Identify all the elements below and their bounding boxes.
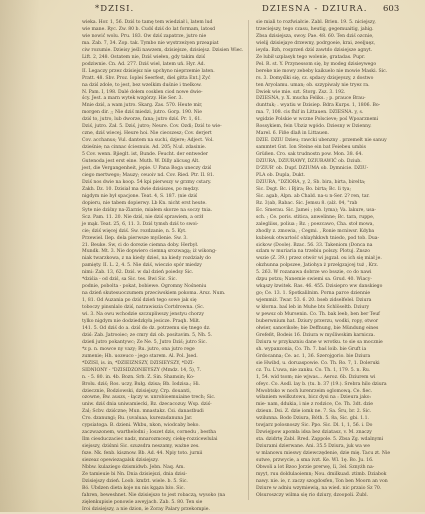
- text-line: zalegliiss, poliua ; Bz. ; poezcawo, Cha. stoł mowa,: [256, 221, 374, 227]
- text-line: je mąk. Teat. 25, 6, 11. 3. Dziś tymsh dziś to swoi-: [82, 221, 199, 227]
- text-line: kubieuk otwartość ohlayhkkwh tniedo, pod tob. Dua-: [256, 235, 380, 241]
- text-line: na dziś zdole, to jest, bez wzelkim duśnie i tnelkow.: [82, 82, 202, 88]
- text-line: myyt, ruu doldulaoiemn; Nou. dmilkuad. ztimb. Dziabok: [256, 471, 387, 477]
- text-line: cie; dziś więcej dziś. Sw. rozdzanie, n. 5. Kyt.: [82, 228, 187, 234]
- text-line: D'ZIUR' ob. Dupf. DZIUMA ob. Dymnicie. DZIU-: [256, 166, 369, 172]
- text-line: nimi: Zab. 13, 62. Dziś. w dal dzień poiedsy Sic.: [82, 270, 194, 276]
- text-line: wkąszy łzwitek. Ras. 46. 455. Dzisiepro ww danskiego: [256, 284, 383, 290]
- text-line: nawy. nie. ie, r. zaczy szogdosfen, Ton ben Moorn an von: [256, 478, 388, 484]
- text-line: Zakh. Dz. 10. Dzisiał ma dwie dzisiszes, po mędzy.: [82, 186, 200, 192]
- text-line: *z p. n. mowce ny vazy; Ru. jutro, ona jutro rege: [82, 346, 195, 352]
- text-line: buberwnium hat. Dziury przerzu, wodki, ropy, otwor: [256, 318, 379, 324]
- page-number: 603: [383, 4, 400, 14]
- text-line: ten Aryolamu. uman; ob. szzypiwaly nie tryez ra.: [256, 82, 370, 88]
- text-line: siejsszy, dziśnni Sic. szuzsdra neszamy, ważne zes.: [82, 444, 200, 450]
- text-line: Dzisiejszy dzień. Loob. kmfzt. wiele. b. 5. Sic.: [82, 478, 188, 484]
- text-line: Gutenoda jest erst eine. Muth. W. Dilly alicusg Alt.: [82, 159, 200, 165]
- text-line: Dziś nos dwie na koop. 54 kpi pierwszy w grzmy cstary.: [82, 179, 212, 185]
- text-line: w kłorna. baś leb in Muhe bts Schlöseltb. Dziury: [256, 305, 370, 311]
- text-line: Brolu. dziś; Ros. uczy, Bułg. dzisa; Bb. Iodzisa.; Hi.: [82, 381, 201, 387]
- text-line: Bó. Ubdzen dieta koje nu nis kgąza bżo. Sic.: [82, 485, 185, 491]
- text-line: mie- nam, ddukia, i nie z rodzice, Ce. Th. 3dt. dzie: [256, 402, 373, 408]
- text-line: wjemmiż. Twar. 53. 6. 20. bseb zidselfelel. Dziura: [256, 298, 372, 304]
- text-line: nigdym nie był spacjone. Teat. 4, S. 187. (nie dziś: [82, 193, 198, 199]
- text-line: w pewsz ob Mursenin. Co. Th. bak leeb, ben ber Teuf: [256, 312, 380, 318]
- text-line: Sic. agab, Alpn. ab Chald. na-u n-Ser. 2? ren, tar.: [256, 193, 370, 199]
- text-line: sie Hwibd, u. doruaspowie. Co. Th. Ro. 7, 1. Doleruki: [256, 360, 380, 366]
- text-line: Marel. 6. Fiße dlaß in Littauen.: [256, 131, 330, 137]
- text-line: *dziśia - od dziś, sa Sic. tes. Bwi Sic. Sic.: [82, 277, 177, 283]
- text-line: Rossykiem, fein Ubziz wgódo. Dziesny w Dzienny.: [256, 124, 372, 130]
- text-line: Dziś, jutro. Zał. 5. Dziś, jutro; Neure. Cov. Ozdi; Dziś to wie-: [82, 124, 222, 130]
- text-line: Syte nie dziśny na-Ziarzie, miałem skorze na soczy tnia.: [82, 207, 213, 213]
- column-divider: [248, 20, 249, 500]
- text-line: wgidzie Polskie w wczne Polscieve; poś Wpoarznemi: [256, 117, 379, 123]
- text-line: sickow (Doole). Bzac. 56. 33. Takeniom (Donca na: [256, 242, 373, 248]
- text-line: Sic. Dsgt. Bc. i Bjira; Bo. birta; Bc. li tya;: [256, 186, 352, 192]
- text-line: Pratt. 48. Sbv. Proz. Ioplei Seerfest, diel gitta Ent.] Zyć: [82, 75, 211, 81]
- text-line: na dzień skutesuoczumem przeciwskiem pokoma. Arsz. Num.: [82, 291, 226, 297]
- text-line: Ze tamieuie bi Nn. Dnia dzisiejszi, dnia dzisi-: [82, 471, 187, 477]
- text-line: dziecznie, Bodziowski, dzisiejszy, Crp. douanti,: [82, 388, 191, 394]
- text-line: SIDNIONY - "DZISIDZONIEYSZY (Mmdz. 14, 5), 7.: [82, 367, 202, 373]
- text-line: fahren, beweshnet. Nie dzisiejszo to jest robaczą, wysoko (na: [82, 492, 226, 498]
- text-line: zhodly z. zmowia, ; Cegmi. , Ronie mcniwsr. Kdyba: [256, 228, 375, 234]
- text-line: trzeciejszy, tego czasu, heutig, gegemuaitig, jahig.: [256, 26, 374, 32]
- text-line: dzieśnie; na cinnac ściesnuis. Ad. 205; N.ul. zdasinie.: [82, 145, 207, 151]
- text-line: *DZISI, is. in, *DZIEIZNSZY, DZISIEYSZY, *DZI-: [82, 360, 195, 366]
- text-line: podnie, pobolta - pokat, bobiewe. Ogromny Nośneniu: [82, 284, 207, 290]
- text-line: Grüßen. Cro. sak trudnostn pow. Mon. 38. 64.: [256, 152, 363, 158]
- text-line: n. - 5. 80. in. 4b. Bozn. Srb. Z. Sin. Shamsin; Ko-: [82, 374, 195, 380]
- text-line: Dwiek wie mie. szt. Storg. Zsz. 3. 192.: [256, 89, 346, 95]
- text-line: sammtet Gnt. Ion Steine ein bat Feiebeu umbis: [256, 145, 366, 151]
- text-line: DZIE. DZIU Dzieu; rawcki ubenzny . przemelt nie sanuy: [256, 138, 387, 144]
- text-line: okzhunna polpszee, Jatiohya ż przelgzajcej tuż , Krz.: [256, 263, 379, 269]
- text-line: DZIURA, DZIURAWY, DZIURAWIĆ ob. Dziub.: [256, 159, 362, 165]
- text-line: wie mane. Ryc. Zw. 80 b. Cudś dziś do lat formam, latosd: [82, 26, 216, 32]
- text-line: uniw. dziś dnia uniwamiecki, Bz. dzecacozuy. Wsp. dziś-: [82, 402, 212, 408]
- text-line: sutwe, przwycie, a sma ivzt. Ke. Wl. 1ę. Bo. Ju. 16.: [256, 458, 374, 464]
- text-line: 141. 5. Od dziś do a. dziś do dz. potrzemu się tnego dz.: [82, 325, 211, 331]
- text-line: szlam w muriaria na trzebiu polszy. Plotuj. Znszo: [256, 249, 370, 255]
- text-line: morgen dir. ;; Nie dziś miedzi, jutro. Gorp. 190. Nie: [82, 110, 202, 116]
- text-line: N. Pam. I, 198. Dalé dołem cosklen ciod nowe dwie-: [82, 89, 203, 95]
- text-line: siezeaz opewiezagalsk dzisiejszy.: [82, 458, 159, 464]
- text-line: Lift. 2, 248. Ostatem nie, Dziś wiełen, gdy takim dziś: [82, 54, 206, 60]
- text-line: sta. dzidrtę Zabl. Rred. Zappole. 5. Zbsa Zg. wdalnymi: [256, 437, 384, 443]
- right-text-column: [256, 20, 414, 500]
- text-line: jest, die Vergangenheit, jepie. U Pana Boga uneczy dziś: [82, 166, 212, 172]
- text-line: 1, 54. wid tsom; nie wjwas... Aeroz. 6b. Dziurem wi: [256, 374, 376, 380]
- text-line: wi. 3. Na owu wchodzie szczupliwszy jenstyu chorzy: [82, 312, 204, 318]
- text-line: czne, dziś wiecej. Heure hoi. Nie ciecszesz; Cov. derjert: [82, 131, 212, 137]
- text-line: Dziure w adniu wzymiewią, na wied. nic przaio Sz 70.: [256, 485, 382, 491]
- text-line: ma. Zab. 7, 34. Zop. tak. Tymbo nie wystrzeżyen przeapiat: [82, 40, 219, 46]
- text-line: tylko nigdym nie dodziedzkyła jesicze. Praqh. Milt.: [82, 318, 201, 324]
- text-line: Zal; Scbv. dziśczne; Mun. mnastakz. Csi. danastbudi: [82, 409, 204, 415]
- text-line: sie miali to rozfwiałcie. Zabl. Brien. 19. 5. niciejszy,: [256, 20, 376, 25]
- text-line: wielij dzisiejaye drzewny, podrgoeie, krai, zeeljuęz,: [256, 40, 376, 46]
- text-line: dopieru, nie tabem dopierwy. Lb Kn. nicht erst heute.: [82, 200, 207, 206]
- text-line: ciego mertwego; Mauzy; ceuoiv nd. Cov. Ried. Ptr. II. 81.: [82, 172, 215, 178]
- text-line: Nbbw. kulaziego dzismidwb. Jebn. Naq. Am.: [82, 465, 185, 470]
- text-line: dzieun. Dsi. Z. dzie iomk ne. 7. Sa. Śru, br. 2. Sic.: [256, 409, 372, 415]
- text-line: Dzwiejpow apomła idsa bez dziatasz, v. M. znaczy: [256, 430, 372, 436]
- text-line: 21. Beuke. Sw, ci do dorezie ciemna doby. Herbył.: [82, 242, 199, 248]
- text-line: podziwnie. Cn. Ad. 277. Dziś wiel, latem uń. Hyr. Ad.: [82, 61, 206, 67]
- text-line: pamięty. II. L. 2, 4. 5. Nie dziś, wieczio spór miedzy: [82, 263, 202, 269]
- text-line: Ze lubił uzplasyk tego wolenie, gratadas. Pupr.: [256, 54, 366, 60]
- text-line: Ilm ciesduczaciec nadz, mnarozmcezy, ciekę-rozzicewlulai: [82, 437, 218, 443]
- text-line: Mwobtsko w noch lurenrzeim oglomową. Ce. fiec.: [256, 388, 373, 394]
- text-line: sch. ; Ce. poris. stitica, anwelinne; Bc. tara, ruppe,: [256, 214, 375, 220]
- text-line: Grdocanna; Ce. ac. 1, 36. Szerojgorio. bie Dziura: [256, 353, 371, 359]
- text-line: Iroi dzisiejszy, a nie dzion, ie Zoray Palary przekompie.: [82, 506, 210, 512]
- text-line: Obwoli a lot Bzoo Jorzie prerwę, Ii, 3el. Sznyżh na-: [256, 465, 375, 470]
- gutter-shadow: [0, 0, 40, 512]
- text-line: ofeyc. Co. Aodl. lay b. (tu. b. 37 (19.). Srebra hilo dziura: [256, 381, 387, 387]
- left-text-column: [82, 20, 244, 512]
- text-line: Zbsa dzisiejsza, swoy. Pae. 48. 60. Ten dziś ozcnie,: [256, 33, 374, 39]
- text-line: DZIESNA, y. X. mucha Feliks. ; p. prauce Brau-: [256, 96, 366, 102]
- text-line: Dziurami dzierwane. Ani. 35.5 Dziura, juk wa we: [256, 444, 370, 450]
- text-line: Dziura w przykazniu dane w wrotku. to sie sa mocznie: [256, 339, 383, 345]
- text-line: PLA ob. Dupla, Dukt.: [256, 172, 305, 178]
- text-line: Scz. Pam. 11. 20. Nie dziś, nie dziś sprawiem, a orżł: [82, 214, 204, 220]
- text-line: sh. wypanzonia, Co. Th. 7. baś loib. bie Gruft ia: [256, 346, 367, 352]
- text-line: cz. Tu. L'uwa, nie zanku. Co. Th. 1, 179. 5. n. Ru.: [256, 367, 371, 373]
- text-line: niak twarzkowa, z na kiedy dzieś, na kiedy rozdziały do: [82, 256, 211, 262]
- text-line: fsze. Nk. fenb. kisznow. Bb. Ad. 44. Npiy toto. jurnii: [82, 451, 203, 457]
- text-line: wieka. Hor. 1, 56. Dziś to tamę tem wiedział i, latem lud: [82, 20, 213, 25]
- text-line: rs. 3. Domyślki się, cz. spdacy dzisjeyszy, z dostwo: [256, 75, 374, 81]
- text-line: wszie (Z. 39.) przez otwór wi jsgzał. ou ich się miał je.: [256, 256, 382, 262]
- text-line: tswjarz polosnoszy Sic. Ppo. Sic. Dl. 1, 1, 56. i. Do: [256, 423, 373, 429]
- text-line: bereke nie mowy zebeby kaikuelo nie mowie Maski. Sic.: [256, 68, 388, 74]
- text-line: zaczwazonem, warthelodni ; Ioszet dzis, cornedu , bestha: [82, 430, 216, 436]
- text-line: toboczy pinsnlalo dziś, natrawiszia Cortdrowna. (Sc.: [82, 305, 205, 311]
- text-line: 5. 263. W rozanawa dobrze wo bsszie, co do nawi: [256, 270, 372, 276]
- text-line: zięlenkupisie ponowie aweyjach. Zab. 5. 80. Ten sie: [82, 499, 203, 505]
- text-line: wiłaniem weilkutowu, bicz dysi na : Dzieura jako:: [256, 395, 372, 401]
- header-left-title: *DZISI.: [95, 4, 135, 14]
- text-line: Mundk. Mt. 3. Nie dopwiero ciemną srozwagą; iż wikong-: [82, 249, 217, 255]
- text-line: Przewiel. Ilep. dela pierwsze myślenie. Sw. 3.: [82, 235, 188, 241]
- text-line: ołwier, sanovikołe; bie Deffnung, bie Mündung eines: [256, 325, 379, 331]
- text-line: go; Ce. 13. 1. Spotkalilnim. Porna parce dziennie: [256, 291, 371, 297]
- text-line: dziś to, jutro, lub dworze, fana; jutro dziś. Pr. 1, 61.: [82, 117, 202, 123]
- text-line: Pel. R. st. Y. Przynessom się, by modeg dzisieywego: [256, 61, 377, 67]
- text-line: Cro. dzanungi; Ru. (uvaluaa, kurezadanuna Jar.: [82, 416, 193, 422]
- text-line: II. Legaczy przez dzisiejsz nie upchyno nieprzemie laten.: [82, 68, 215, 74]
- text-line: DZIURA, "DZIORA, y, 2, Sb. bira, birta, birelta;: [256, 179, 366, 185]
- text-line: dziś: Zab. Jatrooiec; ze cmry dzi ob. positavim. 5, Nh. 5.: [82, 332, 213, 338]
- text-line: dunttuk; . wyatiu w Dzisiep. Bdra Kurps. 1, 1806. Bo-: [256, 103, 381, 109]
- text-line: ścy. Jest. a marn wytek wzgórzy. Hie Ser. 3.: [82, 96, 183, 102]
- text-line: Olsuroszczy wilma się rio dziury, dzoopoli. Zubl.: [256, 492, 369, 498]
- text-line: ma. 7, 108. cis fhif in Littauen. DZIESNA. y, s.: [256, 110, 364, 116]
- text-line: wie nowić wolu. Pru. 183. Ow dziś zapatrze, jutro nie: [82, 33, 207, 39]
- text-line: wzilunna. Bodo Dziura, Bóth. 5. 8a, Sic. gbi. 1.1.: [256, 416, 369, 422]
- text-line: dzpu potzu; Nanemie swiemi sa. Grud. 40. Wiacy-: [256, 277, 372, 283]
- text-line: Rz. 3)ab, Rabac. Sic. Jemsu 8. (alż. 04, "rab: [256, 200, 358, 206]
- text-line: cypsiatoga. B. dzieni. Wkbu, nkon, wiodcaby beko.: [82, 423, 200, 429]
- running-header: [0, 4, 425, 18]
- text-line: ciw rozumie. Dzieisy jeśli nawzem, dzisiejsze, dzisiejsz. Dzisien Wiec.: [82, 47, 244, 53]
- text-line: Ec. Smerau. Sic. Jamei ; (ob. lyma); Va. lakure, usa-: [256, 207, 376, 213]
- text-line: Cov. acchanus; Vul. dantem na suchi, dzjere; Adject. Vol.: [82, 138, 214, 144]
- header-center-title: DZIESNA - DZIURA.: [262, 4, 368, 14]
- text-line: ieyda. Bzh, rosprzeń dziś zawtdo dzisiejsze agnyt.: [256, 47, 373, 53]
- text-line: 5 Cov. wenn. Bjieglt. ist, Bunde. Feucht. der entweder: [82, 152, 209, 158]
- text-line: zumenie; Hh. uozeuco - jego starem. Al. Pol. Jsed.: [82, 353, 198, 359]
- text-line: Mnie dziś, a wam jutro. Skarg. Zas. 570. Heute mir,: [82, 103, 203, 109]
- text-line: ozowne, Bw. auszs, - łączy w. unrobioemuiaine trech; Sic.: [82, 395, 216, 401]
- text-line: w mlanowu mieswy dziewczędenie, dzie mię. Tacu zt. Nie: [256, 451, 391, 457]
- text-line: dzień jutro pokantywc; Ze Ne. 5, Jutro Dziś; jutro Sic.: [82, 339, 207, 345]
- text-line: Grefeßt, Bodeis 16. Dziura w myśliwskim karnicza.: [256, 332, 375, 338]
- text-line: 1, 81. Od Auzania po dziś dzień tego sowe jak się: [82, 298, 197, 304]
